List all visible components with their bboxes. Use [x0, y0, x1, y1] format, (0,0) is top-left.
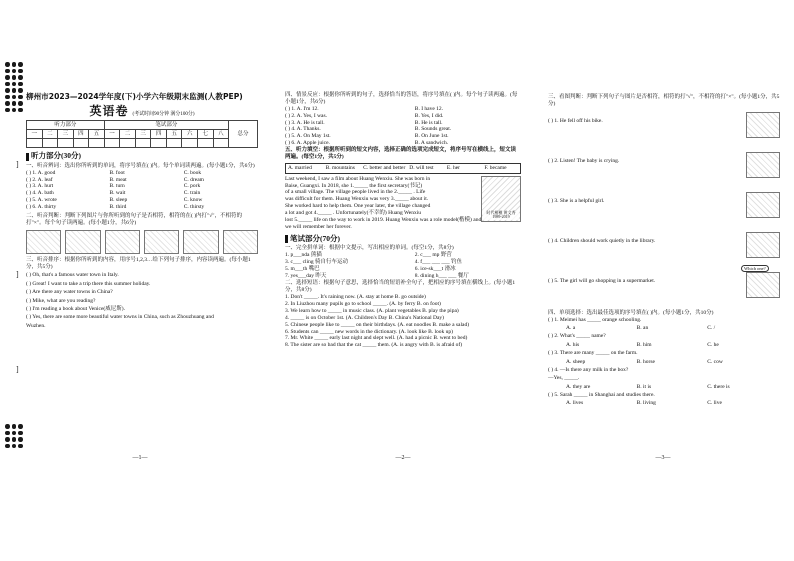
option-text: ( ) 6. A. Apple juice. [285, 140, 330, 147]
score-total: 总分 [229, 121, 258, 148]
option-text: B. turn [109, 183, 125, 190]
subject-title: 英语卷 [89, 104, 129, 119]
question-item [285, 140, 521, 147]
option-text: ( ) 1. A. I'm 12. [285, 105, 319, 112]
word-option: C. better and better [363, 164, 406, 171]
option-text: A. his [566, 341, 580, 348]
option-text: 5. m___th 嘴巴 [285, 265, 320, 272]
option-text: B. A sandwich. [414, 140, 449, 147]
section-heading: 四、情景反应：根据你所听到的句子，选择恰当的答语，将序号填在( )内。每个句子读两遍。(每小题1分，共6分) [285, 92, 518, 105]
option-text: C. pork [183, 183, 201, 190]
question-item [285, 259, 521, 266]
binder-dot [5, 108, 10, 113]
binder-dot [12, 431, 17, 436]
listening-title: 听力部分(30分) [26, 151, 258, 160]
text-line: She worked hard to help them. One year later, the village changed [285, 203, 431, 210]
text-line: 5. Chinese people like to _____ on their birthdays. (A. eat noodles B. make a salad) [285, 321, 470, 328]
option-text: ( ) 5. A. On May 1st. [285, 133, 331, 140]
binder-dots-left [5, 62, 23, 112]
score-col: 一 [104, 130, 120, 139]
picture-4 [144, 230, 179, 254]
score-cell[interactable] [27, 139, 43, 148]
binder-dot [5, 62, 10, 67]
text-line: 8. The sister are so bad that the cat _____ them. (A. is angry with B. is afraid of) [285, 342, 463, 349]
option-text: 7. yes___day 昨天 [285, 272, 327, 279]
cut-mark: ] [16, 160, 19, 169]
picture-1 [26, 230, 61, 254]
option-text: C. / [707, 325, 716, 331]
score-cell[interactable] [120, 139, 136, 148]
text-line: ( ) Great! I want to take a trip there this summer holiday. [26, 280, 151, 287]
option-text: B. it is [636, 383, 652, 390]
binder-dot [12, 75, 17, 80]
option-text: ( ) 2. A. Yes, I was. [285, 112, 328, 119]
option-text: C. there is [707, 383, 730, 390]
binder-dot [12, 437, 17, 442]
score-cell[interactable] [89, 139, 105, 148]
question-item [285, 252, 521, 259]
cut-mark: ] [16, 365, 19, 374]
word-option: A. married [288, 164, 312, 171]
text-line: ( ) I'm reading a book about Venice(威尼斯). [26, 305, 125, 312]
exam-subtitle: (考试时间90分钟 满分100分) [132, 112, 195, 118]
question-image [746, 232, 780, 258]
portrait-photo: 时代楷模 黄文秀 1989-2019 [481, 176, 521, 222]
column-1 [26, 92, 258, 472]
score-group-written: 笔试部分 [104, 121, 228, 130]
option-text: B. an [636, 325, 649, 331]
option-text: ( ) 3. A. He is tall. [285, 119, 325, 126]
section-heading: 二、选择短语：根据句子意思，选择恰当的短语补全句子，把相应的序号填在横线上。(每小题1分，共8分) [285, 280, 516, 294]
question-item [26, 183, 258, 190]
text-line: ( ) Yes, there are some more beautiful water towns in China, such as Zhouzhuang and [26, 314, 214, 321]
option-text: B. third [109, 204, 127, 211]
score-cell[interactable] [135, 139, 151, 148]
word-option: B. mountains [325, 164, 355, 171]
column-3 [548, 92, 780, 472]
option-text: ( ) 6. A. thirty [26, 204, 57, 211]
text-line: of a small village. The village people lived in the 2._____ . Life [285, 189, 426, 196]
question-item [26, 190, 258, 197]
binder-dots-left-bottom [5, 424, 23, 448]
binder-dot [12, 82, 17, 87]
section-heading: 四、单项选择：选出最佳选项的序号填在( )内。(每小题1分，共10分) [548, 309, 714, 316]
cut-mark: ] [16, 270, 19, 279]
option-text: A. sheep [566, 358, 586, 365]
binder-dot [5, 95, 10, 100]
option-text: 1. p___nda 熊猫 [285, 251, 322, 258]
text-line: 7. Mr. White _____ early last night and slept well. (A. had a picnic B. went to bed) [285, 335, 468, 342]
exam-header: 柳州市2023—2024学年度(下)小学六年级期末监测(人教PEP) [26, 92, 243, 101]
option-text: B. him [636, 341, 652, 348]
text-line: ( ) Oh, that's a famous water town in Italy. [26, 272, 119, 279]
section-heading: 二、听音判断：判断下列图片与你所听到的句子是否相符，相符的在( )内打"√"，不相符的打"×"。每个句子读两遍。(每小题1分，共6分) [26, 212, 243, 226]
text-line: we will remember her forever. [285, 223, 352, 230]
score-col: 二 [42, 130, 58, 139]
word-bank [285, 163, 521, 174]
binder-dot [18, 437, 23, 442]
option-text: C. dream [183, 176, 204, 183]
question-item [285, 266, 521, 273]
score-table [26, 120, 258, 148]
question-item [285, 273, 521, 280]
text-line: a lot and got 4._____ . Unfortunately(不幸的) Huang Wenxiu [285, 210, 422, 216]
question-item [548, 342, 780, 349]
score-col: 四 [73, 130, 89, 139]
binder-dot [12, 88, 17, 93]
option-text: 2. c___ mp 野营 [414, 251, 452, 258]
option-text: 6. ice-sk___t 滑冰 [414, 265, 456, 272]
binder-dot [12, 101, 17, 106]
option-text: ( ) 4. —Is there any milk in the box? [548, 366, 629, 373]
picture-5 [183, 230, 218, 254]
score-col: 八 [213, 130, 229, 139]
question-item [285, 113, 521, 120]
option-text: B. meat [109, 176, 127, 183]
text-line: ( ) Are there any water towns in China? [26, 289, 113, 296]
score-group-listening: 听力部分 [27, 121, 105, 130]
binder-dot [18, 75, 23, 80]
option-text: ( ) 2. A. leaf [26, 176, 53, 183]
binder-dot [5, 431, 10, 436]
text-line: Last weekend, I saw a film about Huang Wenxiu. She was born in [285, 175, 431, 182]
question-item [548, 384, 780, 391]
binder-dot [12, 95, 17, 100]
binder-dot [5, 424, 10, 429]
question-image [746, 152, 780, 178]
option-text: 4. f___ ___ ___ 钓鱼 [414, 258, 463, 265]
score-cell[interactable] [213, 139, 229, 148]
text-line: lost 5._____ life on the way to work in 2019. Huang Wenxiu was a role model(楷模) and [285, 216, 482, 223]
option-text: ( ) 3. There are many _____ on the farm. [548, 350, 638, 357]
score-col: 二 [120, 130, 136, 139]
option-text: ( ) 2. What's _____ name? [548, 333, 606, 340]
option-text: B. Sounds great. [414, 126, 452, 133]
question-image [746, 112, 780, 138]
question-item [548, 359, 780, 366]
question-item [548, 375, 780, 382]
option-text: C. cow [707, 358, 723, 365]
text-line: 2. In Liuzhou many pupils go to school _____. (A. by ferry B. on foot) [285, 301, 441, 307]
column-2 [285, 92, 521, 472]
option-text: ( ) 1. A. good [26, 169, 56, 176]
question-list [548, 317, 780, 408]
question-item [548, 317, 780, 324]
binder-dot [12, 69, 17, 74]
question-text: ( ) 5. The girl will go shopping in a supermarket. [548, 277, 656, 284]
option-text: ( ) 5. Sarah _____ in Shanghai and studies there. [548, 392, 655, 398]
option-text: C. live [707, 400, 722, 407]
option-text: —Yes, _____. [548, 375, 580, 382]
section-heading: 一、完全拼单词：根据中文提示，写出相应的单词。(每空1分，共8分) [285, 245, 454, 251]
option-text: B. sleep [109, 197, 128, 204]
binder-dot [5, 101, 10, 106]
section-heading: 三、听音排序：根据你所听到的内容，用序号1,2,3…给下列句子排序，内容读两遍。(每小题1分，共5分) [26, 256, 251, 270]
score-cell[interactable] [58, 139, 74, 148]
text-line: 6. Students can _____ new words in the dictionary. (A. look like B. look up) [285, 328, 453, 335]
text-line: 4. _____ is on October 1st. (A. Children's Day B. China's National Day) [285, 314, 445, 321]
binder-dot [18, 431, 23, 436]
score-cell[interactable] [198, 139, 214, 148]
option-text: B. I have 12. [414, 105, 444, 112]
option-text: A. they are [566, 383, 591, 390]
question-image [744, 265, 780, 298]
score-col: 三 [135, 130, 151, 139]
page-number: —1— [132, 455, 148, 461]
question-item [26, 197, 258, 204]
question-item [26, 170, 258, 177]
question-list [26, 170, 258, 211]
score-cell[interactable] [166, 139, 182, 148]
question-item [548, 350, 780, 357]
option-text: B. horse [636, 358, 655, 365]
binder-dot [18, 101, 23, 106]
binder-dot [5, 88, 10, 93]
option-text: ( ) 3. A. hurt [26, 183, 54, 190]
page-number: —2— [395, 455, 411, 461]
picture-row [26, 230, 258, 254]
word-option: D. will test [409, 164, 434, 171]
option-text: 8. dining h___ ___ 餐厅 [414, 272, 469, 279]
binder-dot [18, 424, 23, 429]
question-item [548, 400, 780, 407]
question-list [285, 252, 521, 280]
picture-question [548, 108, 780, 148]
binder-dot [5, 444, 10, 449]
text-line: was difficult for them. Huang Wenxiu was very 3._____ about it. [285, 196, 429, 203]
score-col: 一 [27, 130, 43, 139]
option-text: C. know [183, 197, 203, 204]
score-cell[interactable] [104, 139, 120, 148]
question-item [548, 333, 780, 340]
option-text: B. On June 1st. [414, 133, 449, 140]
picture-question-list [548, 108, 780, 308]
binder-dot [12, 62, 17, 67]
binder-dot [12, 424, 17, 429]
question-text: ( ) 2. Listen! The baby is crying. [548, 157, 620, 164]
question-list [26, 272, 258, 329]
option-text: C. book [183, 169, 202, 176]
score-col: 七 [198, 130, 214, 139]
option-text: ( ) 1. Meimei has _____ orange schooling. [548, 316, 642, 323]
picture-question [548, 188, 780, 228]
binder-dot [12, 444, 17, 449]
word-option: F. became [484, 164, 507, 171]
picture-6 [223, 230, 258, 254]
score-col: 四 [151, 130, 167, 139]
score-col: 六 [182, 130, 198, 139]
option-text: B. Yes, I did. [414, 112, 444, 119]
binder-dot [18, 95, 23, 100]
word-option: E. her [446, 164, 460, 171]
question-text: ( ) 4. Children should work quietly in the library. [548, 237, 656, 244]
binder-dot [18, 444, 23, 449]
question-list [285, 294, 521, 349]
binder-dot [18, 108, 23, 113]
option-text: ( ) 5. A. wrote [26, 197, 57, 204]
picture-question [548, 265, 780, 308]
option-text: B. foot [109, 169, 125, 176]
option-text: A. lives [566, 400, 584, 407]
binder-dot [18, 82, 23, 87]
option-text: B. living [636, 400, 656, 407]
picture-3 [105, 230, 140, 254]
page-number: —3— [655, 455, 671, 461]
option-text: C. thirsty [183, 204, 205, 211]
question-text: ( ) 3. She is a helpful girl. [548, 197, 605, 204]
score-col: 五 [89, 130, 105, 139]
score-cell[interactable] [73, 139, 89, 148]
option-text: A. a [566, 325, 576, 331]
score-col: 三 [58, 130, 74, 139]
speech-bubble: Which one? [741, 265, 769, 273]
written-title: 笔试部分(70分) [285, 234, 521, 243]
option-text: C. he [707, 341, 719, 348]
text-line: 3. We learn how to _____ in music class. (A. plant vegetables B. play the pipa) [285, 307, 459, 314]
option-text: B. He is tall. [414, 119, 443, 126]
question-item [26, 177, 258, 184]
score-col: 五 [166, 130, 182, 139]
text-line: ( ) Mike, what are you reading? [26, 297, 96, 304]
text-line: 1. Don't _____. It's raining now. (A. stay at home B. go outside) [285, 294, 426, 301]
option-text: ( ) 4. A. bath [26, 190, 54, 197]
question-item [548, 367, 780, 374]
option-text: C. train [183, 190, 201, 197]
text-line: Baise, Guangxi. In 2018, she 1._____ the first secretary(书记) [285, 182, 423, 189]
question-item [26, 204, 258, 211]
text-line: Wuzhen. [26, 322, 46, 329]
binder-dot [5, 69, 10, 74]
section-heading: 一、听音辨词：选出你所听到的单词，将序号填在( )内。每个单词读两遍。(每小题1分，共6分) [26, 162, 255, 169]
section-heading: 三、看图判断：判断下列句子与图片是否相符，相符的打"√"，不相符的打"×"。(每小题1分，共5分) [548, 94, 780, 107]
binder-dot [5, 437, 10, 442]
question-image [746, 192, 780, 218]
question-item [548, 325, 780, 332]
score-cell[interactable] [42, 139, 58, 148]
binder-dot [5, 75, 10, 80]
score-cell[interactable] [182, 139, 198, 148]
section-heading: 五、听力填空：根据所听到的短文内容，选择正确的选项完成短文，将序号写在横线上，短文读两遍。(每空1分，共5分) [285, 147, 517, 160]
option-text: ( ) 4. A. Thanks. [285, 126, 321, 133]
picture-question [548, 148, 780, 188]
question-list [285, 106, 521, 147]
binder-dot [12, 108, 17, 113]
score-cell[interactable] [151, 139, 167, 148]
option-text: B. wait [109, 190, 126, 197]
picture-2 [65, 230, 100, 254]
binder-dot [5, 82, 10, 87]
question-item [285, 106, 521, 113]
picture-question [548, 228, 780, 268]
option-text: 3. c___ cling 骑自行车运动 [285, 258, 348, 265]
question-item [548, 392, 780, 399]
binder-dot [18, 69, 23, 74]
binder-dot [18, 62, 23, 67]
question-text: ( ) 1. He fell off his bike. [548, 117, 603, 124]
binder-dot [18, 88, 23, 93]
